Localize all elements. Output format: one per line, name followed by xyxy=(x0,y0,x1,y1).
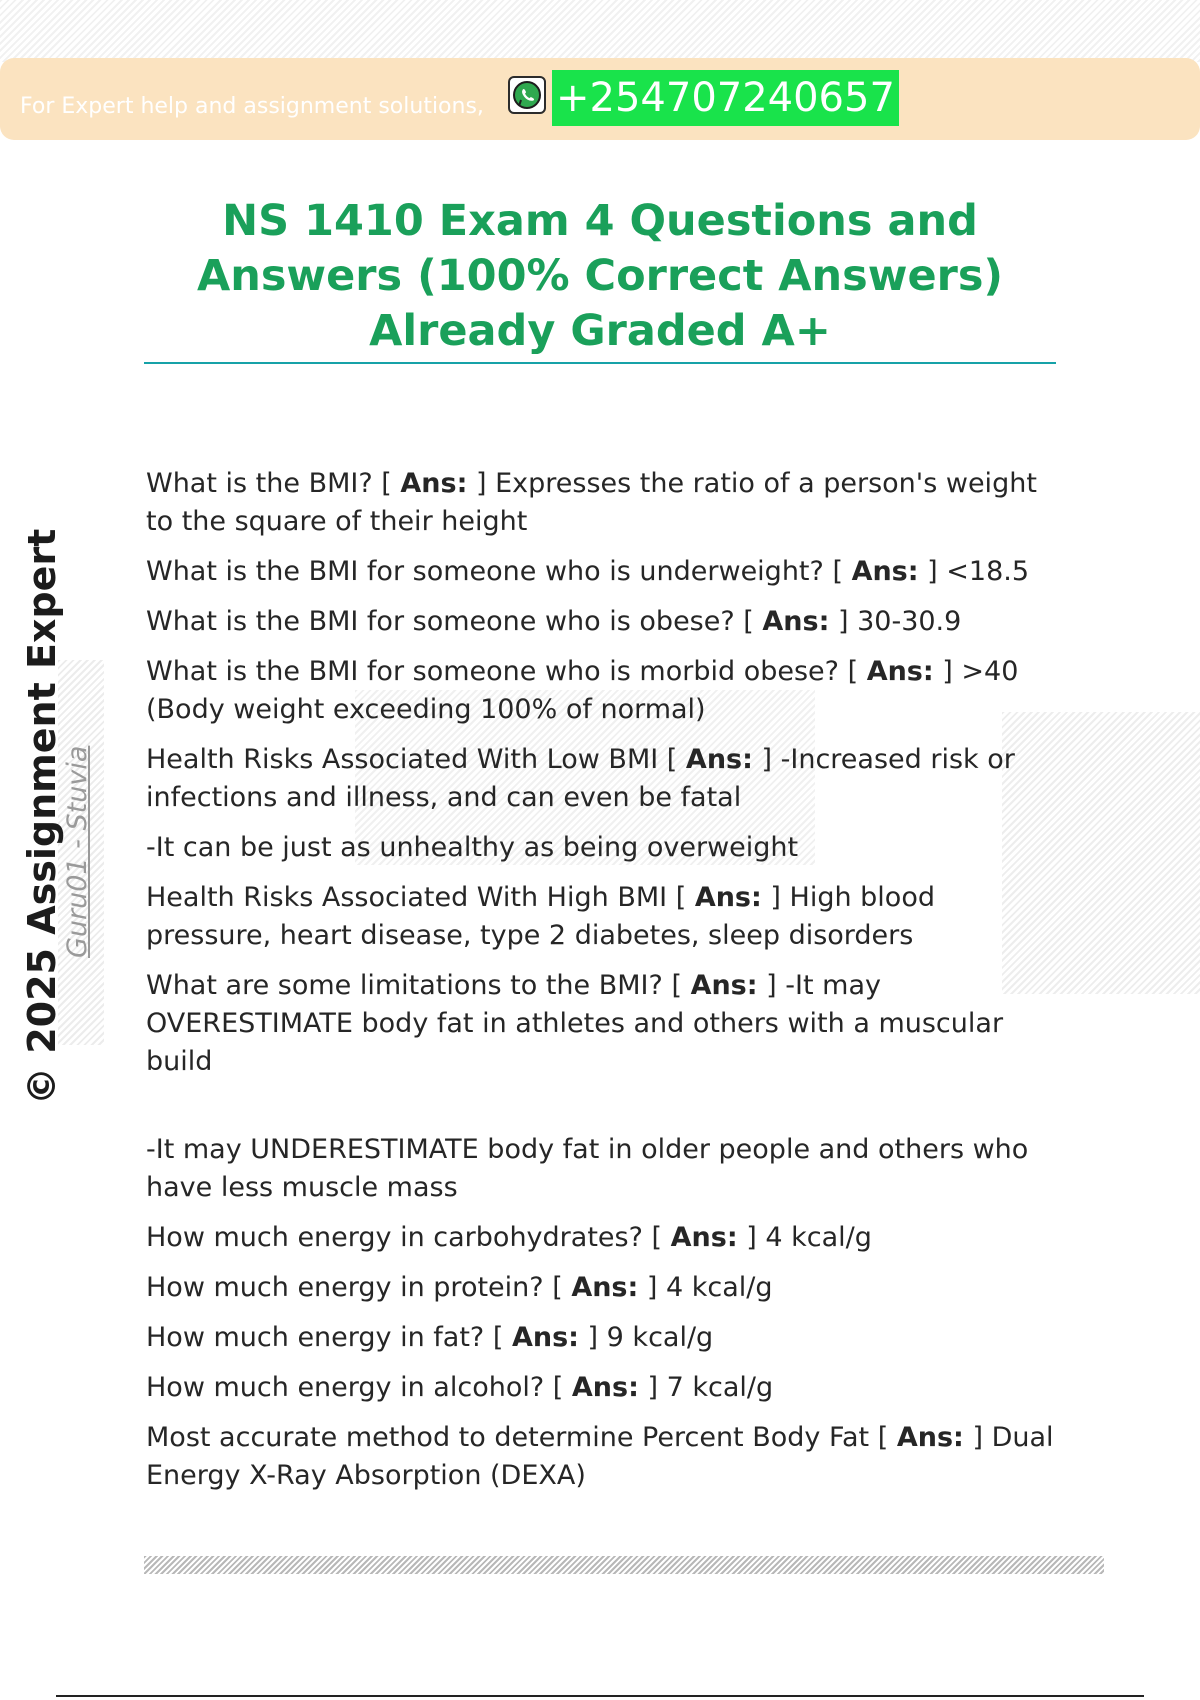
question-text: What are some limitations to the BMI? xyxy=(146,970,663,1001)
answer-label: Ans: xyxy=(896,1422,964,1453)
qa-list xyxy=(146,465,1056,1507)
answer-text: -Increased risk or infections and illness, and can even be fatal xyxy=(146,744,1015,813)
answer-text: 4 kcal/g xyxy=(765,1222,872,1253)
answer-label: Ans: xyxy=(571,1272,639,1303)
answer-text: -It may OVERESTIMATE body fat in athletes and others with a muscular build xyxy=(146,970,1004,1077)
question-text: Most accurate method to determine Percent Body Fat xyxy=(146,1422,870,1453)
qa-item: What is the BMI? [ Ans: ] Expresses the ratio of a person's weight to the square of their height xyxy=(146,468,1037,537)
qa-continuation: -It can be just as unhealthy as being overweight xyxy=(146,832,799,863)
answer-label: Ans: xyxy=(670,1222,738,1253)
question-text: Health Risks Associated With Low BMI xyxy=(146,744,659,775)
qa-item: What is the BMI for someone who is underweight? [ Ans: ] <18.5 xyxy=(146,556,1030,587)
answer-label: Ans: xyxy=(685,744,753,775)
answer-label: Ans: xyxy=(400,468,468,499)
whatsapp-icon[interactable] xyxy=(508,76,546,114)
answer-label: Ans: xyxy=(690,970,758,1001)
answer-label: Ans: xyxy=(851,556,919,587)
qa-item xyxy=(146,829,1056,867)
uploader-watermark: Guru01 - Stuvia xyxy=(62,745,93,958)
qa-item: How much energy in carbohydrates? [ Ans: ] 4 kcal/g xyxy=(146,1222,872,1253)
copyright-watermark: © 2025 Assignment Expert xyxy=(20,528,64,1105)
page-title: NS 1410 Exam 4 Questions and Answers (100% Correct Answers) Already Graded A+ xyxy=(196,196,1004,356)
question-text: Health Risks Associated With High BMI xyxy=(146,882,668,913)
answer-text: 7 kcal/g xyxy=(666,1372,774,1403)
question-text: How much energy in alcohol? xyxy=(146,1372,545,1403)
header-hatch-pattern xyxy=(0,0,1200,62)
answer-text: >40 (Body weight exceeding 100% of normal) xyxy=(146,656,1019,725)
answer-label: Ans: xyxy=(694,882,762,913)
question-text: How much energy in protein? xyxy=(146,1272,544,1303)
phone-number-link[interactable]: +254707240657 xyxy=(552,70,899,126)
qa-item: Health Risks Associated With Low BMI [ Ans: ] -Increased risk or infections and illness, and can even be fatal xyxy=(146,744,1015,813)
question-text: How much energy in fat? xyxy=(146,1322,485,1353)
answer-text: 4 kcal/g xyxy=(666,1272,773,1303)
qa-item xyxy=(146,1131,1056,1207)
answer-label: Ans: xyxy=(511,1322,579,1353)
title-underline xyxy=(144,362,1056,364)
answer-text: 9 kcal/g xyxy=(606,1322,714,1353)
qa-item: Health Risks Associated With High BMI [ Ans: ] High blood pressure, heart disease, type 2 diabetes, sleep disorders xyxy=(146,882,935,951)
question-text: What is the BMI for someone who is morbid obese? xyxy=(146,656,839,687)
answer-text: <18.5 xyxy=(946,556,1030,587)
banner-text: For Expert help and assignment solutions, xyxy=(20,94,484,119)
answer-label: Ans: xyxy=(762,606,830,637)
question-text: What is the BMI for someone who is underweight? xyxy=(146,556,824,587)
answer-text: High blood pressure, heart disease, type 2 diabetes, sleep disorders xyxy=(146,882,935,951)
question-text: What is the BMI? xyxy=(146,468,373,499)
answer-label: Ans: xyxy=(571,1372,639,1403)
answer-text: Dual Energy X-Ray Absorption (DEXA) xyxy=(146,1422,1054,1491)
qa-item: What are some limitations to the BMI? [ Ans: ] -It may OVERESTIMATE body fat in athletes and others with a muscular build xyxy=(146,970,1004,1077)
answer-text: 30-30.9 xyxy=(857,606,962,637)
qa-item: How much energy in fat? [ Ans: ] 9 kcal/g xyxy=(146,1322,714,1353)
footer-rule xyxy=(56,1695,1144,1697)
qa-item: What is the BMI for someone who is obese? [ Ans: ] 30-30.9 xyxy=(146,606,962,637)
qa-item: What is the BMI for someone who is morbid obese? [ Ans: ] >40 (Body weight exceeding 100% of normal) xyxy=(146,656,1019,725)
qa-item: How much energy in protein? [ Ans: ] 4 kcal/g xyxy=(146,1272,773,1303)
question-text: What is the BMI for someone who is obese? xyxy=(146,606,735,637)
section-divider-hatch xyxy=(144,1556,1104,1574)
question-text: How much energy in carbohydrates? xyxy=(146,1222,643,1253)
answer-text: Expresses the ratio of a person's weight to the square of their height xyxy=(146,468,1037,537)
answer-label: Ans: xyxy=(866,656,934,687)
qa-item: Most accurate method to determine Percent Body Fat [ Ans: ] Dual Energy X-Ray Absorption (DEXA) xyxy=(146,1422,1054,1491)
qa-item: How much energy in alcohol? [ Ans: ] 7 kcal/g xyxy=(146,1372,774,1403)
qa-continuation: -It may UNDERESTIMATE body fat in older people and others who have less muscle mass xyxy=(146,1134,1029,1203)
